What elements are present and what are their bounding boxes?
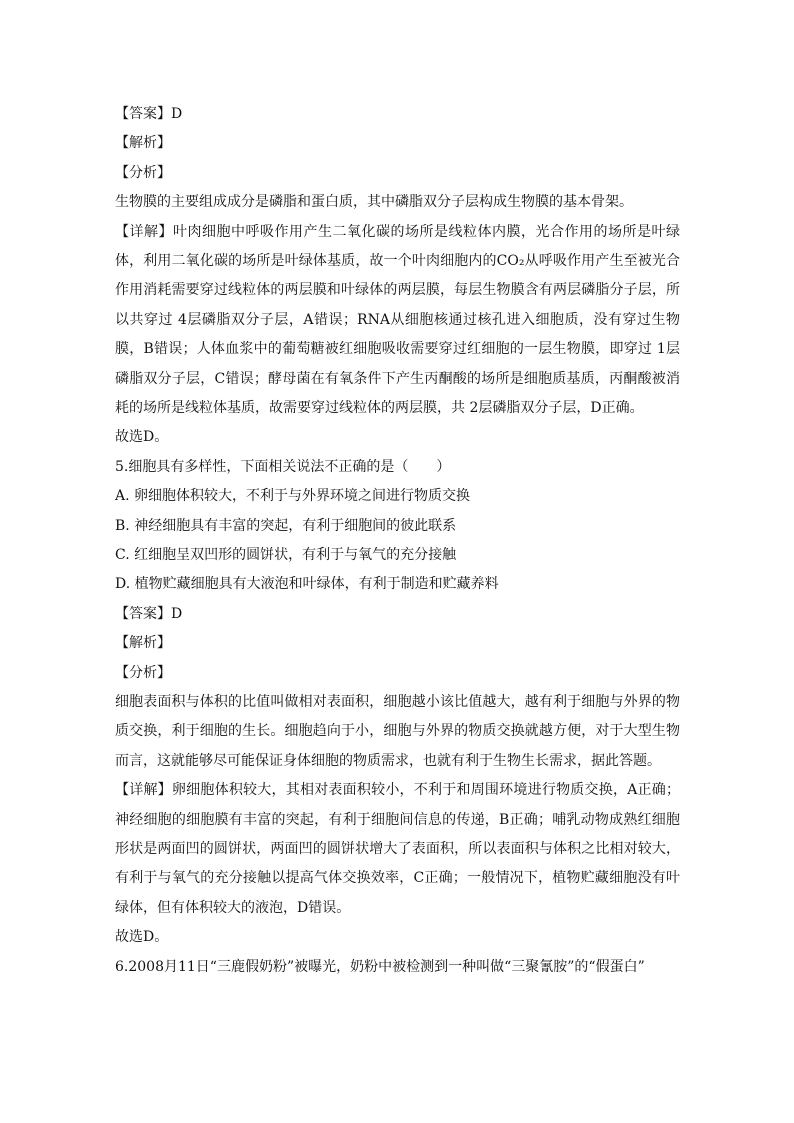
q4-analysis-heading: 【解析】	[115, 135, 171, 152]
q5-conclusion: 故选D。	[115, 929, 169, 946]
q5-option-b: B. 神经细胞具有丰富的突起，有利于细胞间的彼此联系	[115, 517, 457, 534]
q5-option-d: D. 植物贮藏细胞具有大液泡和叶绿体，有利于制造和贮藏养料	[115, 576, 499, 593]
q5-option-c: C. 红细胞呈双凹形的圆饼状，有利于与氧气的充分接触	[115, 546, 457, 563]
q4-fenxi-heading: 【分析】	[115, 164, 171, 181]
q4-answer: 【答案】D	[115, 106, 183, 122]
q4-conclusion: 故选D。	[115, 429, 169, 446]
q5-fenxi-heading: 【分析】	[115, 664, 171, 681]
q5-analysis-heading: 【解析】	[115, 635, 171, 652]
q5-detail: 【详解】卵细胞体积较大，其相对表面积较小，不利于和周围环境进行物质交换，A正确；神经细胞的细胞膜有丰富的突起，有利于细胞间信息的传递，B正确；哺乳动物成熟红细胞形状是两面凹的圆饼状，两面凹的圆饼状增大了表面积，所以表面积与体积之比相对较大，有利于与氧气的充分接触以提高气体交换效率，C正确；一般情况下，植物贮藏细胞没有叶绿体，但有体积较大的液泡，D错误。	[115, 782, 680, 916]
q4-detail: 【详解】叶肉细胞中呼吸作用产生二氧化碳的场所是线粒体内膜，光合作用的场所是叶绿体，利用二氧化碳的场所是叶绿体基质，故一个叶肉细胞内的CO₂从呼吸作用产生至被光合作用消耗需要穿过线粒体的两层膜和叶绿体的两层膜，每层生物膜含有两层磷脂分子层，所以共穿过 4层磷脂双分子层，A错误；RNA从细胞核通过核孔进入细胞质，没有穿过生物膜，B错误；人体血浆中的葡萄糖被红细胞吸收需要穿过红细胞的一层生物膜，即穿过 1层磷脂双分子层，C错误；酵母菌在有氧条件下产生丙酮酸的场所是细胞质基质，丙酮酸被消耗的场所是线粒体基质，故需要穿过线粒体的两层膜，共 2层磷脂双分子层，D正确。	[115, 223, 680, 417]
q5-option-a: A. 卵细胞体积较大，不利于与外界环境之间进行物质交换	[115, 488, 471, 505]
q5-question: 5.细胞具有多样性，下面相关说法不正确的是（ ）	[115, 458, 451, 475]
q5-answer: 【答案】D	[115, 605, 183, 622]
document-page	[115, 100, 680, 982]
q6-question: 6.2008月11日“三鹿假奶粉”被曝光，奶粉中被检测到一种叫做“三聚氰胺”的“假蛋白”	[115, 958, 645, 975]
q4-fenxi-text: 生物膜的主要组成成分是磷脂和蛋白质，其中磷脂双分子层构成生物膜的基本骨架。	[115, 194, 633, 211]
q5-fenxi-text: 细胞表面积与体积的比值叫做相对表面积，细胞越小该比值越大，越有利于细胞与外界的物质交换，利于细胞的生长。细胞趋向于小，细胞与外界的物质交换就越方便，对于大型生物而言，这就能够尽可能保证身体细胞的物质需求，也就有利于生物生长需求，据此答题。	[115, 693, 680, 769]
